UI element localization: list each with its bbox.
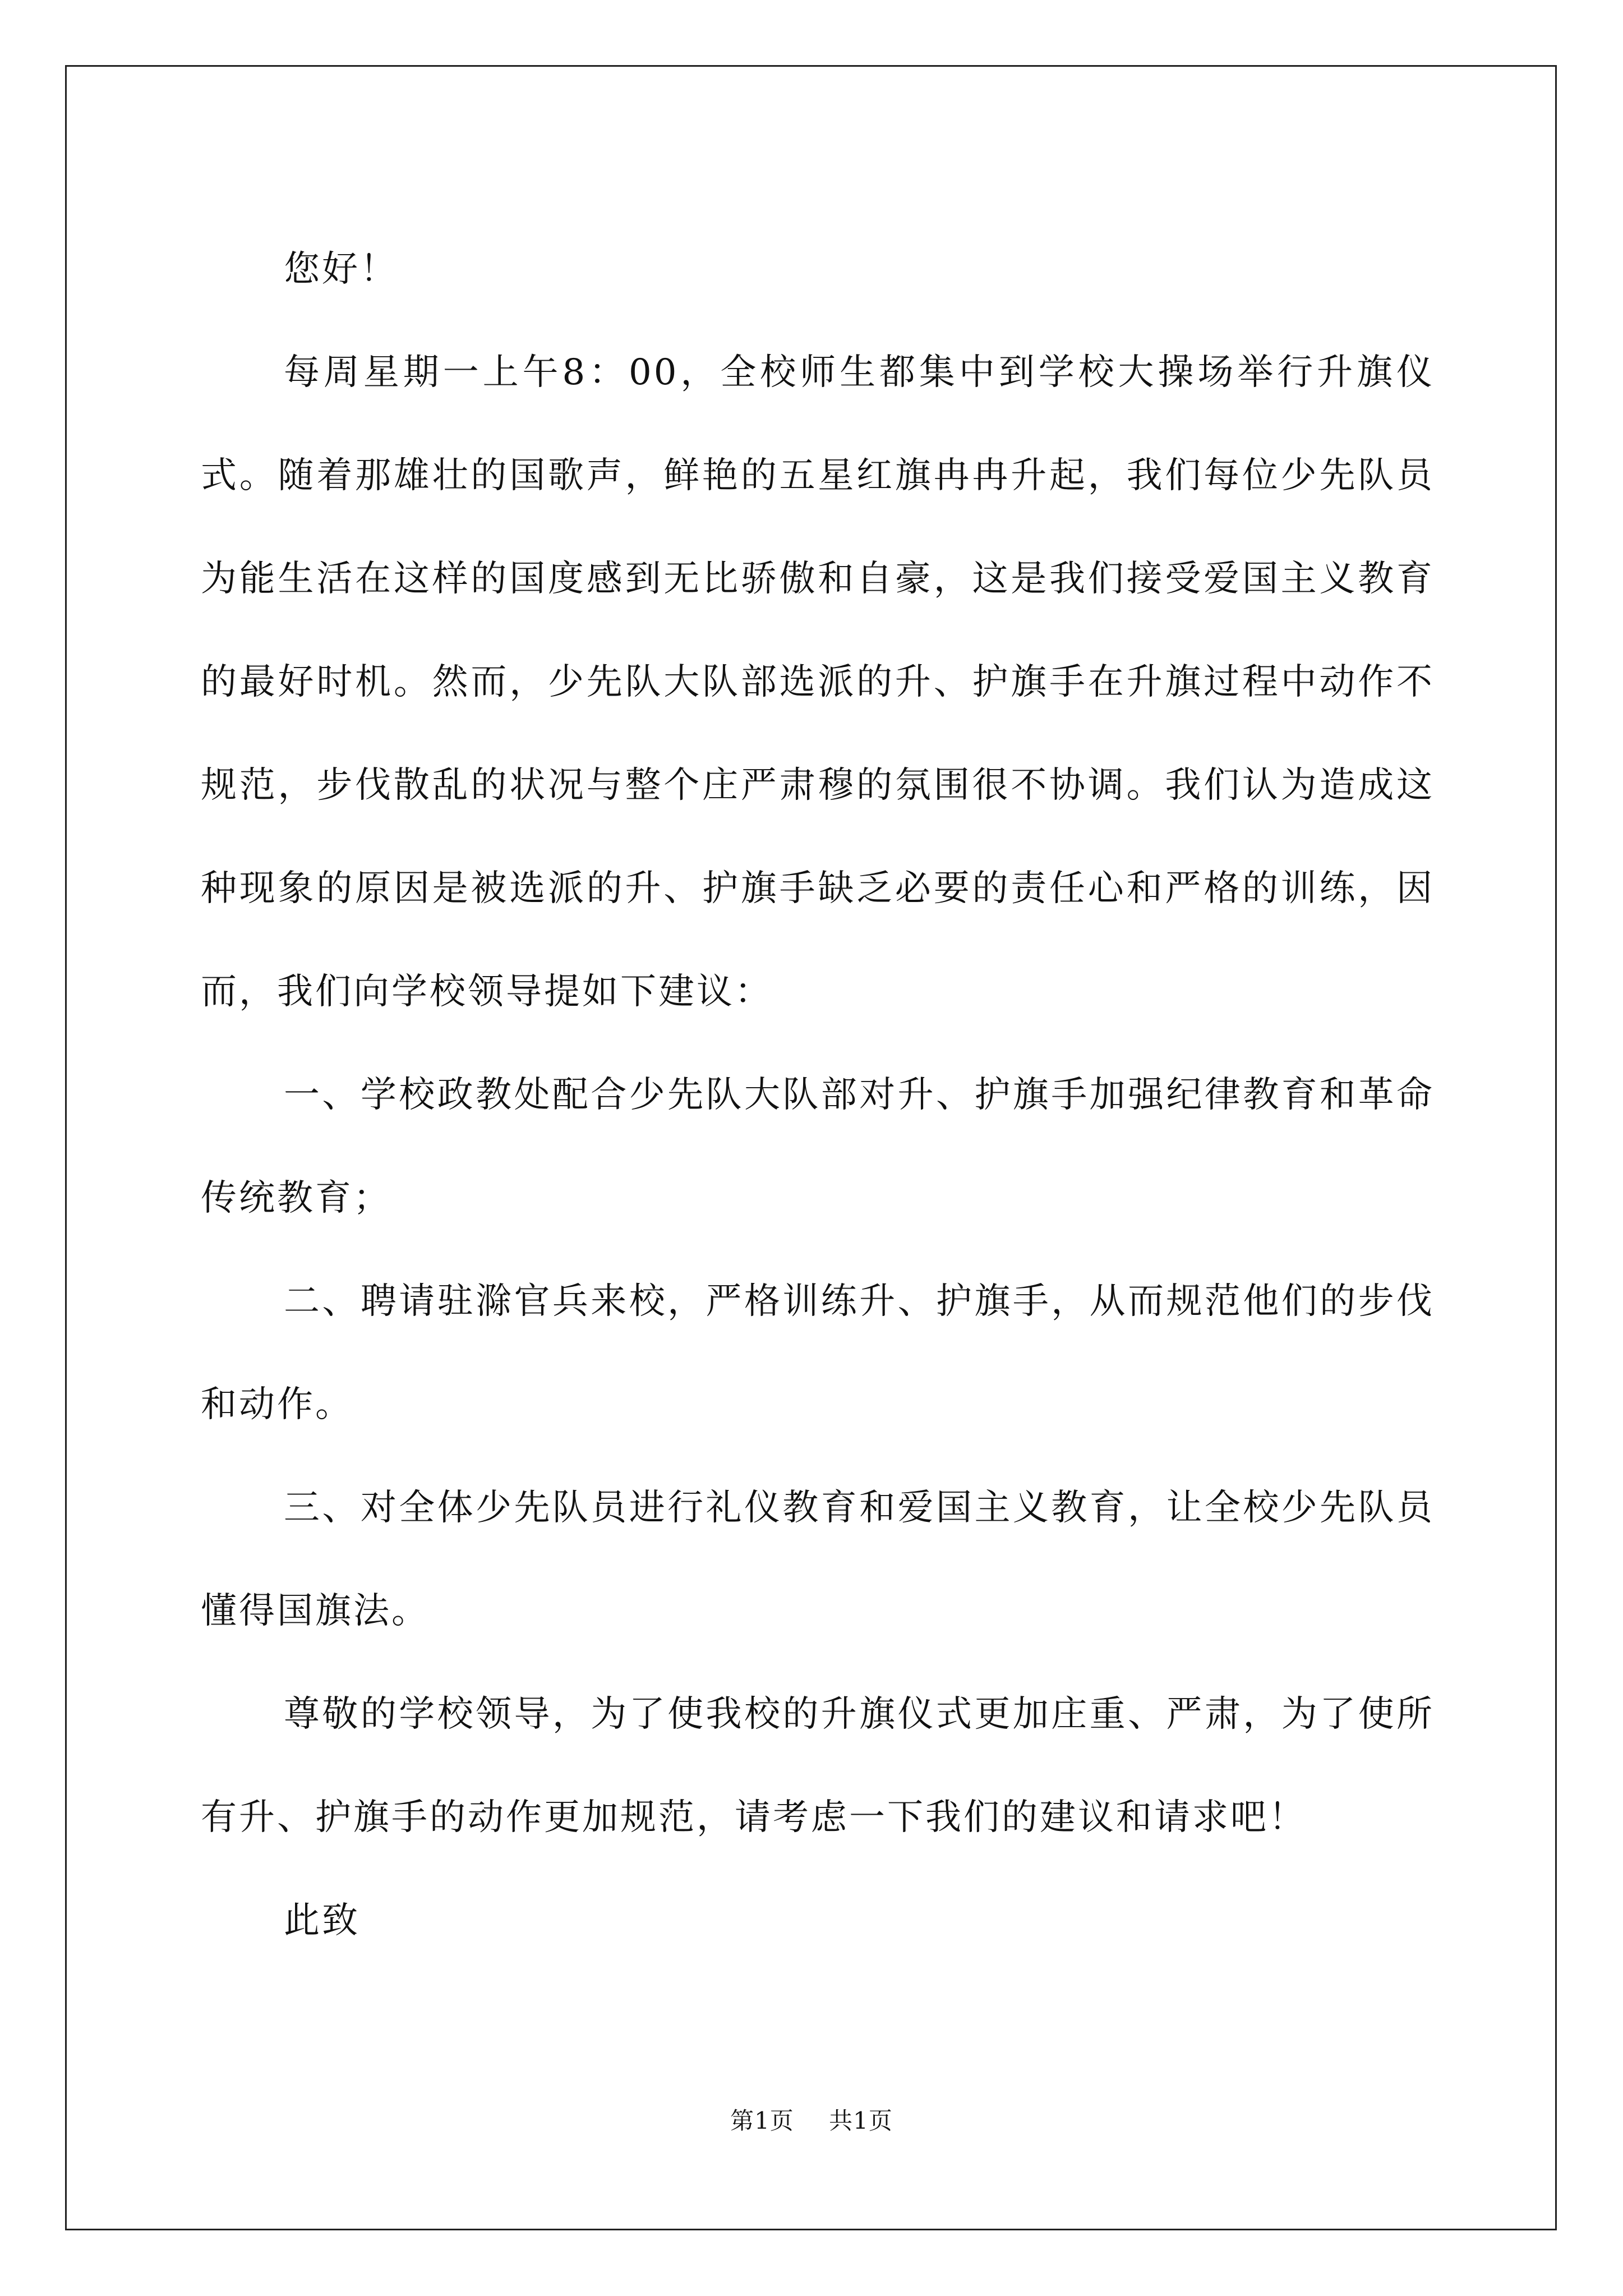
salutation-closing: 此致 [284, 1900, 360, 1941]
page-footer [0, 2102, 1623, 2136]
suggestion-1: 一、学校政教处配合少先队大队部对升、护旗手加强纪律教育和革命传统教育； [201, 1074, 1435, 1219]
greeting: 您好！ [284, 249, 398, 290]
page-total: 共1页 [829, 2107, 893, 2134]
body-paragraph: 每周星期一上午8：00，全校师生都集中到学校大操场举行升旗仪式。随着那雄壮的国歌声，鲜艳的五星红旗冉冉升起，我们每位少先队员为能生活在这样的国度感到无比骄傲和自豪，这是我们接受爱国主义教育的最好时机。然而，少先队大队部选派的升、护旗手在升旗过程中动作不规范，步伐散乱的状况与整个庄严肃穆的氛围很不协调。我们认为造成这种现象的原因是被选派的升、护旗手缺乏必要的责任心和严格的训练，因而，我们向学校领导提如下建议： [201, 352, 1435, 1013]
suggestion-3: 三、对全体少先队员进行礼仪教育和爱国主义教育，让全校少先队员懂得国旗法。 [201, 1487, 1435, 1632]
closing-request: 尊敬的学校领导，为了使我校的升旗仪式更加庄重、严肃，为了使所有升、护旗手的动作更加规范，请考虑一下我们的建议和请求吧！ [201, 1694, 1435, 1838]
letter-body [201, 218, 1435, 1972]
page-number: 第1页 [730, 2107, 794, 2134]
suggestion-2: 二、聘请驻滁官兵来校，严格训练升、护旗手，从而规范他们的步伐和动作。 [201, 1281, 1435, 1425]
